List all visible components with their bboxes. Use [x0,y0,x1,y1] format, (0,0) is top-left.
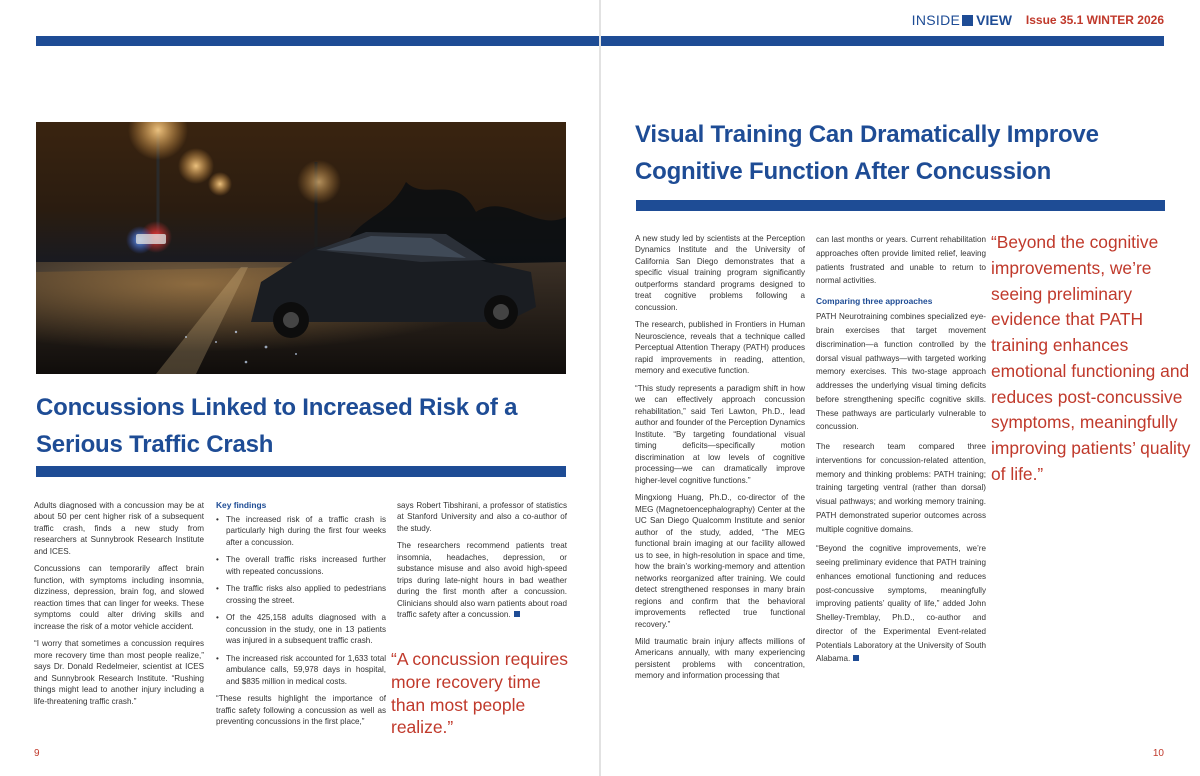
left-headline: Concussions Linked to Increased Risk of a Serious Traffic Crash [36,394,518,459]
paragraph: PATH Neurotraining combines specialized eye-brain exercises that target movement discrimination—a function controlled by the dorsal visual pathways—with targeted working memory exercises. This two-stage approach addresses the underlying visual timing deficits before strengthening specific cognitive skills. These pathways are particularly vulnerable to concussion. [816,312,986,432]
top-band [601,36,1164,46]
brand-square-icon [962,15,973,26]
end-mark-icon [853,655,859,661]
paragraph: “This study represents a paradigm shift in how we can effectively approach concussion rehabilitation,” said Teri Lawton, Ph.D., lead author and founder of the Perception Dynamics Institute. “By targeting foundational visual timing deficits—specifically motion discrimination at low levels of cognitive processing—we can dramatically improve higher-level cognitive functions.” [635,383,805,485]
paragraph: “Beyond the cognitive improvements, we’re seeing preliminary evidence that PATH training enhances emotional functioning and reduces post-concussive symptoms, meaningfully improving patients’ quality of life,” added John Shelley-Tremblay, Ph.D., co-author and director of the Experimental Event-related Potentials Laboratory at the University of South Alabama. [816,544,986,664]
section-heading: Comparing three approaches [816,296,933,306]
pull-quote: “Beyond the cognitive improvements, we’re seeing preliminary evidence that PATH training enhances emotional functioning and reduces post-concussive symptoms, meaningfully improving patients’ quality of life.” [991,232,1191,484]
end-mark-icon [514,611,520,617]
key-findings-heading: Key findings [216,500,267,510]
list-item: • The traffic risks also applied to pedestrians crossing the street. [216,583,386,606]
masthead [912,12,1164,28]
list-item: • The overall traffic risks increased further with repeated concussions. [216,554,386,577]
paragraph: Mild traumatic brain injury affects millions of Americans annually, with many experiencing persistent problems with concentration, memory and information processing that [635,636,805,681]
left-column-2 [216,500,386,734]
headline-rule [636,200,1165,211]
list-item: • The increased risk accounted for 1,633 total ambulance calls, 59,978 days in hospital, and $835 million in medical costs. [216,653,386,687]
paragraph: Concussions can temporarily affect brain function, with symptoms including insomnia, dizziness, depression, brain fog, and slowed reaction times that can linger for weeks. These symptoms could alter driving skills and increase the risk of a motor vehicle accident. [34,564,204,631]
paragraph: “These results highlight the importance of traffic safety following a concussion as well as preventing concussions in the first place,” [216,694,386,727]
paragraph: “I worry that sometimes a concussion requires more recovery time than most people realize,” says Dr. Donald Redelmeier, scientist at ICES and Sunnybrook Research Institute. “Rushing things might lead to another injury including a life-threatening traffic crash.” [34,639,204,706]
paragraph: Adults diagnosed with a concussion may be at about 50 per cent higher risk of a subsequent traffic crash, finds a new study from researchers at Sunnybrook Research Institute and ICES. [34,501,204,556]
page-number: 9 [34,748,40,759]
right-column-1 [635,233,805,688]
brand-name-suffix: VIEW [976,12,1012,28]
right-page [601,0,1200,776]
key-findings-list [216,514,386,687]
paragraph: The research, published in Frontiers in Human Neuroscience, reveals that a technique called Perceptual Attention Therapy (PATH) produces rapid improvements in reading, attention, memory and executive function. [635,320,805,376]
paragraph: Mingxiong Huang, Ph.D., co-director of the MEG (Magnetoencephalography) Center at the UC San Diego Qualcomm Institute and senior author of the study, added, “The MEG functional brain imaging at our facility allowed us to see, in high-resolution in space and time, how the brain’s working-memory and attention networks reorganized after training. We could detect strengthened responses in many brain regions and confirm that the behavioral improvements reflected true functional recovery.” [635,493,805,629]
left-column-3 [397,500,567,627]
brand-name: INSIDE [911,12,961,28]
page-number: 10 [1152,748,1164,759]
paragraph: says Robert Tibshirani, a professor of statistics at Stanford University and also a co-author of the study. [397,501,567,533]
paragraph: The research team compared three interventions for concussion-related attention, memory and thinking problems: PATH training; training targeting ventral (rather than dorsal) visual pathways; and working memory training. PATH demonstrated superior outcomes across multiple cognitive domains. [816,442,986,534]
right-column-2 [816,233,986,672]
top-band [36,36,599,46]
right-headline: Visual Training Can Dramatically Improve Cognitive Function After Concussion [635,121,1099,186]
left-column-1 [34,500,204,713]
list-item: • Of the 425,158 adults diagnosed with a concussion in the study, one in 13 patients was injured in a subsequent traffic crash. [216,612,386,646]
paragraph: can last months or years. Current rehabilitation approaches often provide limited relief, leaving patients frustrated and unable to return to normal activities. [816,235,986,286]
crash-photo [36,122,566,374]
headline-rule [36,466,566,477]
left-page [0,0,599,776]
paragraph: The researchers recommend patients treat insomnia, headaches, depression, or substance misuse and also avoid high-speed trips during late-night hours in bad weather during the first month after a concussion. Clinicians should also warn patients about road traffic safety after a concussion. [397,541,567,620]
pull-quote: “A concussion requires more recovery time than most people realize.” [391,649,569,738]
list-item: • The increased risk of a traffic crash is particularly high during the first four weeks after a concussion. [216,514,386,548]
paragraph: A new study led by scientists at the Perception Dynamics Institute and the University of California San Diego demonstrates that a specific visual training program significantly outperforms standard programs designed to treat cognitive problems following a concussion. [635,234,805,312]
issue-label: Issue 35.1 WINTER 2026 [1025,13,1164,27]
